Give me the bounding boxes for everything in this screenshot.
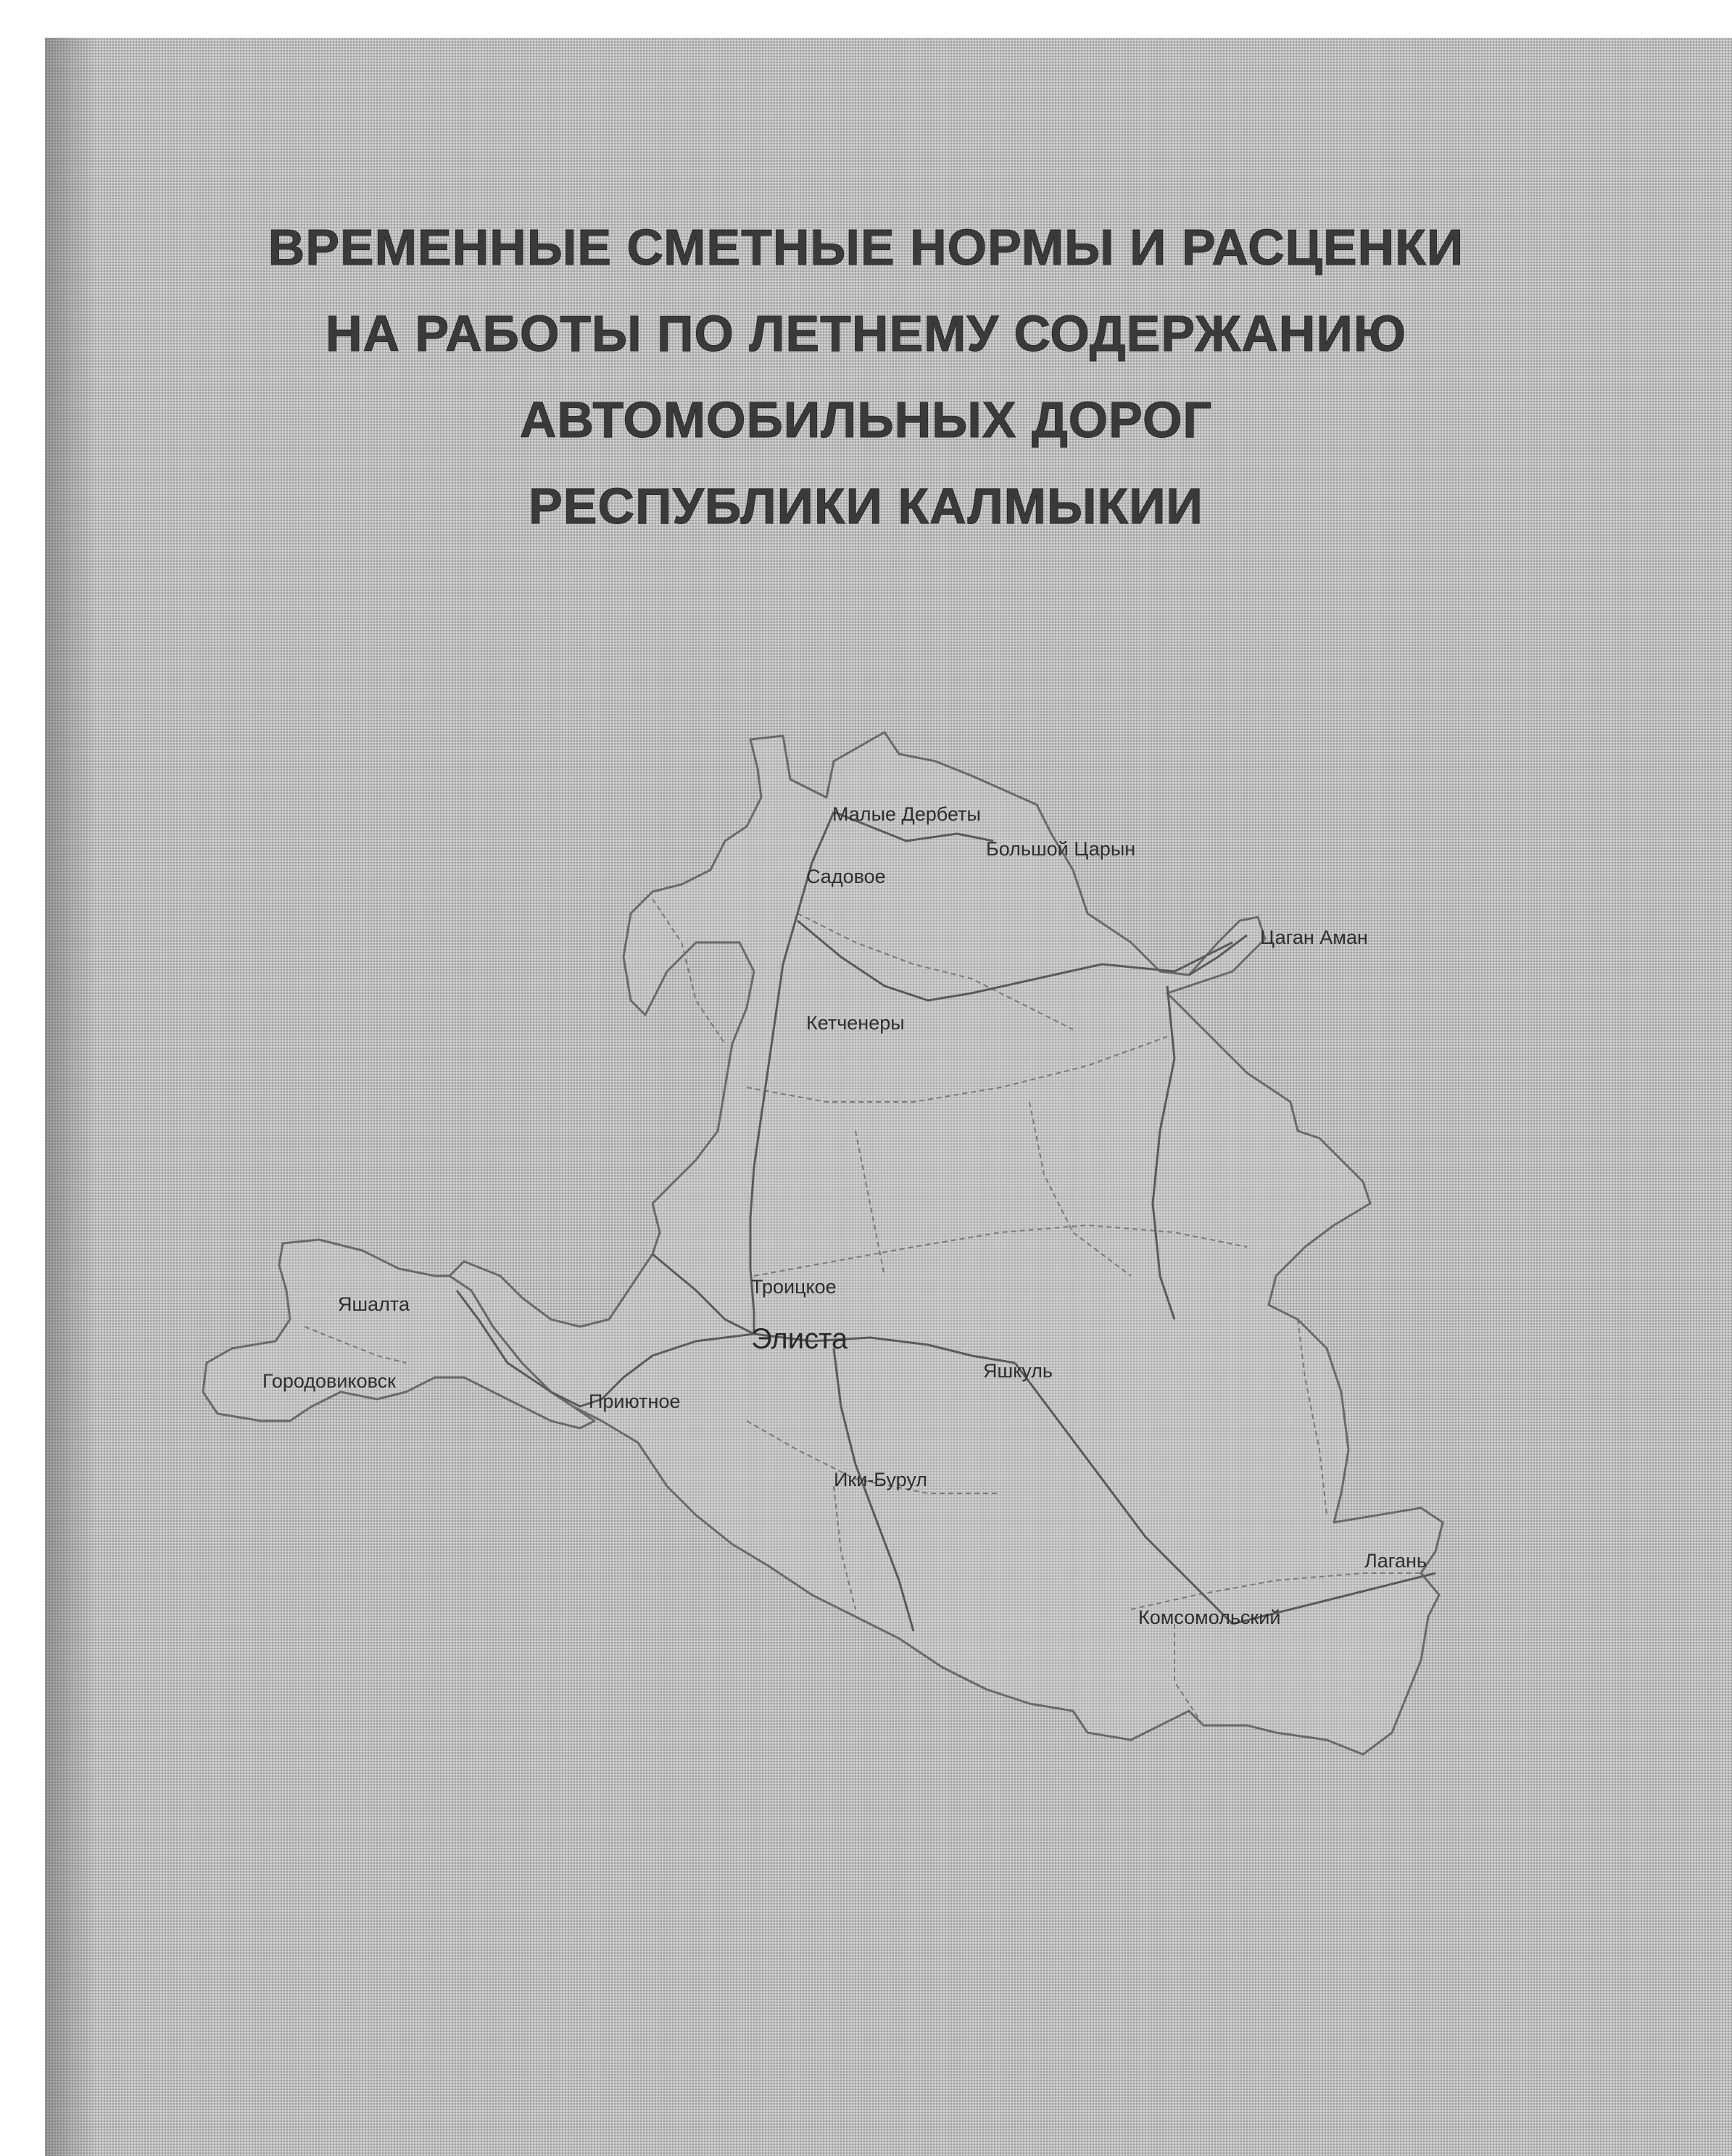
town-label-yashalta: Яшалта xyxy=(338,1293,410,1315)
title-line-4: РЕСПУБЛИКИ КАЛМЫКИИ xyxy=(529,478,1203,534)
town-label-yashkul: Яшкуль xyxy=(983,1360,1053,1382)
town-label-iki-burul: Ики-Бурул xyxy=(834,1469,927,1490)
town-label-ketchenery: Кетченеры xyxy=(806,1012,905,1034)
town-label-gorodovikovsk: Городовиковск xyxy=(262,1370,396,1392)
town-label-bolshoy-tsaryn: Большой Царын xyxy=(986,838,1136,860)
town-label-komsomolsky: Комсомольский xyxy=(1138,1606,1281,1628)
title-line-3: АВТОМОБИЛЬНЫХ ДОРОГ xyxy=(519,391,1213,448)
town-label-sadovoe: Садовое xyxy=(806,866,886,887)
town-label-priyutnoe: Приютное xyxy=(589,1390,681,1412)
title-line-1: ВРЕМЕННЫЕ СМЕТНЫЕ НОРМЫ И РАСЦЕНКИ xyxy=(268,219,1464,275)
town-label-lagan: Лагань xyxy=(1364,1550,1427,1572)
capital-label-elista: Элиста xyxy=(751,1323,848,1355)
town-label-malye-derbety: Малые Дербеты xyxy=(832,803,981,825)
republic-outline xyxy=(449,732,1443,1754)
town-label-troitskoe: Троицкое xyxy=(751,1276,837,1298)
title-line-2: НА РАБОТЫ ПО ЛЕТНЕМУ СОДЕРЖАНИЮ xyxy=(326,305,1406,362)
town-label-tsagan-aman: Цаган Аман xyxy=(1260,926,1368,948)
